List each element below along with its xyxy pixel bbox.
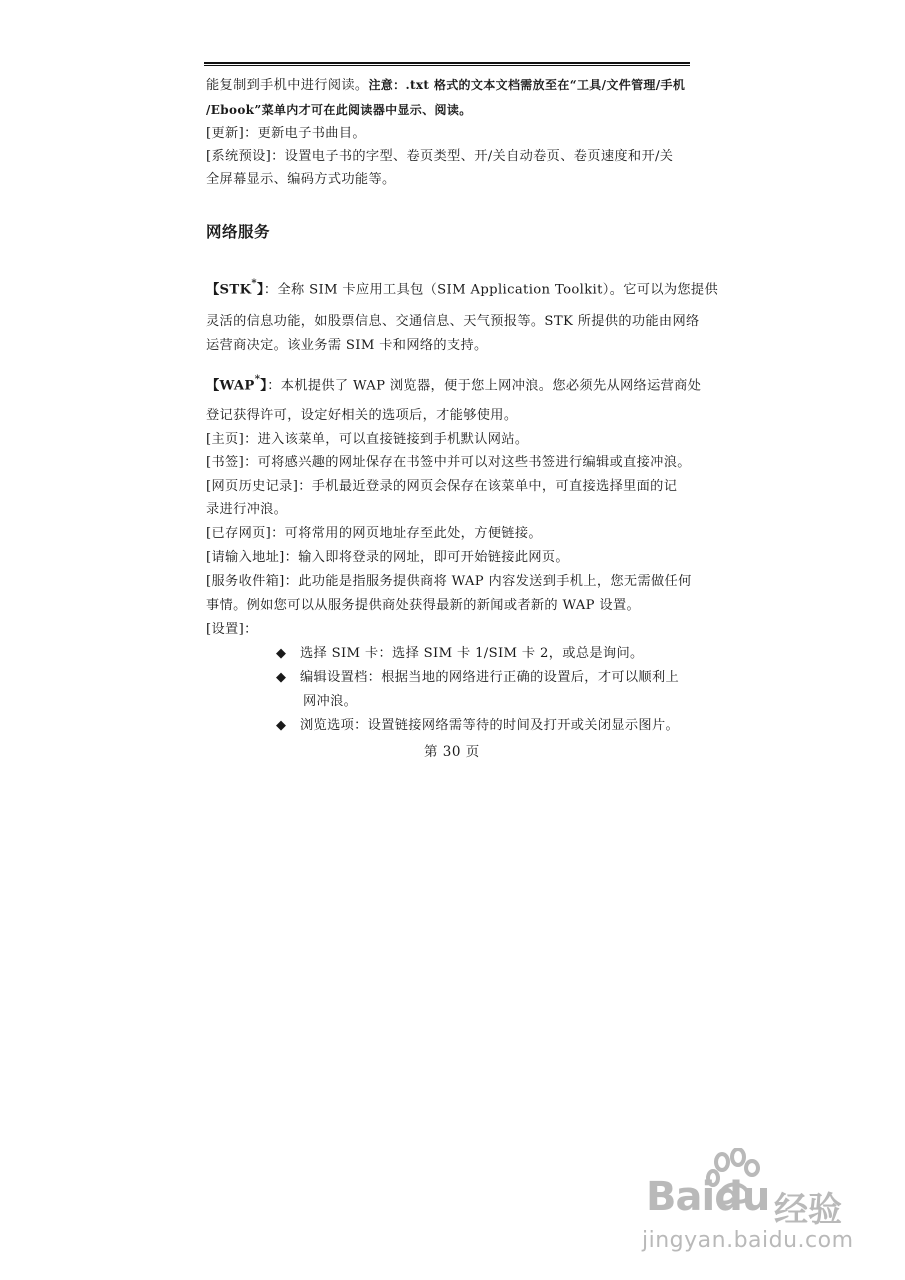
wap-homepage: [主页]：进入该菜单，可以直接链接到手机默认网站。 bbox=[206, 432, 529, 447]
stk-line-2: 灵活的信息功能，如股票信息、交通信息、天气预报等。STK 所提供的功能由网络 bbox=[206, 314, 700, 329]
stk-line-3: 运营商决定。该业务需 SIM 卡和网络的支持。 bbox=[206, 338, 488, 353]
wap-history-line-2: 录进行冲浪。 bbox=[206, 502, 288, 517]
wap-inbox-line-2: 事情。例如您可以从服务提供商处获得最新的新闻或者新的 WAP 设置。 bbox=[206, 598, 641, 613]
watermark-url: jingyan.baidu.com bbox=[642, 1228, 854, 1253]
intro-note: 注意：.txt 格式的文本文档需放至在“工具/文件管理/手机 bbox=[368, 78, 686, 92]
bullet-text: 浏览选项：设置链接网络需等待的时间及打开或关闭显示图片。 bbox=[300, 718, 680, 733]
stk-label-open: 【STK bbox=[206, 282, 252, 298]
wap-label-close: 】 bbox=[260, 378, 268, 394]
diamond-bullet-icon: ◆ bbox=[276, 670, 287, 685]
update-item: [更新]：更新电子书曲目。 bbox=[206, 126, 366, 141]
wap-history-line-1: [网页历史记录]：手机最近登录的网页会保存在该菜单中，可直接选择里面的记 bbox=[206, 479, 678, 494]
diamond-bullet-icon: ◆ bbox=[276, 718, 287, 733]
stk-text: ：全称 SIM 卡应用工具包（SIM Application Toolkit）。它可以为您提供 bbox=[263, 282, 719, 298]
bullet-text: 选择 SIM 卡：选择 SIM 卡 1/SIM 卡 2，或总是询问。 bbox=[300, 646, 644, 661]
header-rule bbox=[204, 62, 690, 64]
wap-line-2: 登记获得许可，设定好相关的选项后，才能够使用。 bbox=[206, 408, 518, 423]
header-rule-thin bbox=[204, 65, 690, 66]
settings-item-line-2: 全屏幕显示、编码方式功能等。 bbox=[206, 172, 396, 187]
intro-plain: 能复制到手机中进行阅读。 bbox=[206, 78, 369, 93]
page-number: 第 30 页 bbox=[424, 744, 480, 760]
wap-inbox-line-1: [服务收件箱]：此功能是指服务提供商将 WAP 内容发送到手机上，您无需做任何 bbox=[206, 574, 692, 589]
stk-label-close: 】 bbox=[256, 282, 264, 298]
diamond-bullet-icon: ◆ bbox=[276, 646, 287, 661]
wap-enter-address: [请输入地址]：输入即将登录的网址，即可开始链接此网页。 bbox=[206, 550, 569, 565]
baidu-watermark bbox=[636, 1152, 876, 1262]
settings-item-line-1: [系统预设]：设置电子书的字型、卷页类型、开/关自动卷页、卷页速度和开/关 bbox=[206, 149, 674, 164]
intro-line-2 bbox=[206, 100, 696, 121]
wap-star: * bbox=[254, 374, 261, 385]
intro-note-cont: /Ebook”菜单内才可在此阅读器中显示、阅读。 bbox=[206, 103, 472, 117]
section-heading: 网络服务 bbox=[206, 223, 271, 241]
watermark-brand-cn: 经验 bbox=[774, 1190, 842, 1230]
bullet-item-sim bbox=[276, 644, 766, 664]
wap-line-1 bbox=[206, 372, 702, 396]
bullet-item-browse bbox=[276, 716, 766, 736]
intro-line-1 bbox=[206, 75, 696, 96]
bullet-item-profile-cont: 网冲浪。 bbox=[303, 694, 358, 709]
wap-settings-label: [设置]： bbox=[206, 622, 258, 637]
wap-bookmarks: [书签]：可将感兴趣的网址保存在书签中并可以对这些书签进行编辑或直接冲浪。 bbox=[206, 455, 691, 470]
wap-label-open: 【WAP bbox=[206, 378, 255, 394]
wap-saved-pages: [已存网页]：可将常用的网页地址存至此处，方便链接。 bbox=[206, 526, 542, 541]
stk-line-1 bbox=[206, 276, 719, 300]
bullet-item-profile bbox=[276, 668, 766, 688]
wap-text: ：本机提供了 WAP 浏览器，便于您上网冲浪。您必须先从网络运营商处 bbox=[267, 378, 702, 394]
stk-star: * bbox=[251, 278, 257, 289]
watermark-brand: Baidu bbox=[646, 1174, 770, 1220]
bullet-text: 编辑设置档：根据当地的网络进行正确的设置后，才可以顺利上 bbox=[300, 670, 680, 685]
